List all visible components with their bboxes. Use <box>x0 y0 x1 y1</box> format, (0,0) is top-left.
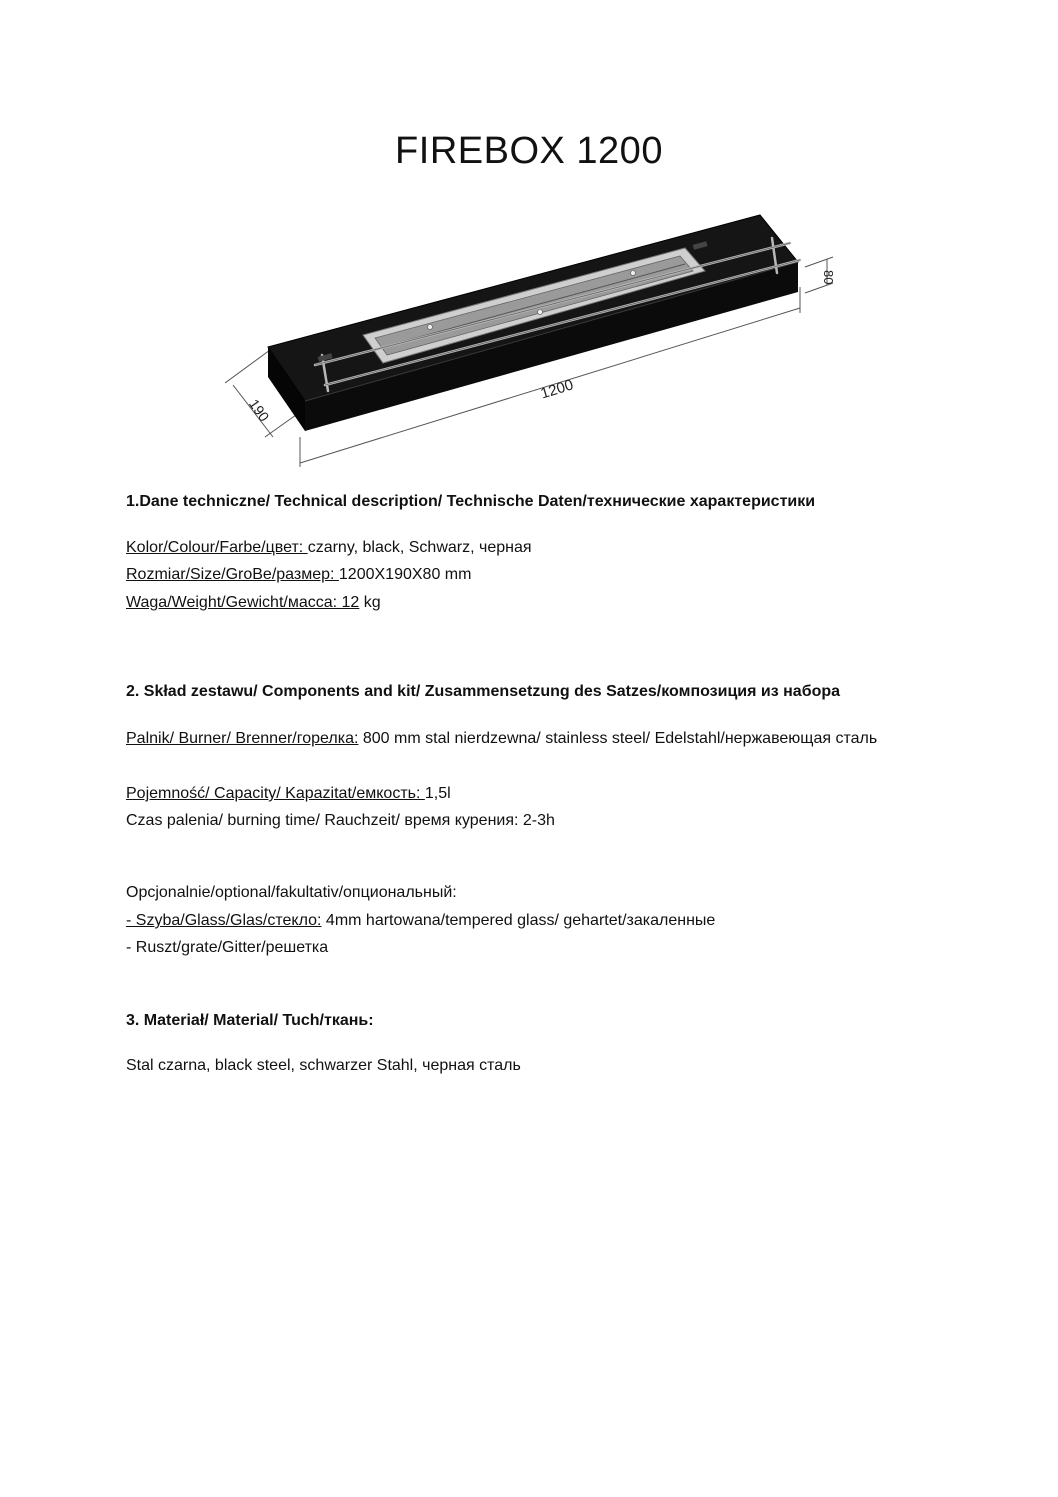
dimension-width-label: 190 <box>245 395 273 425</box>
optional-heading: Opcjonalnie/optional/fakultativ/опциональный: <box>126 884 457 901</box>
capacity-row <box>126 780 451 807</box>
page-title: FIREBOX 1200 <box>395 130 663 172</box>
burner-row <box>126 725 936 752</box>
section-1-heading: 1.Dane techniczne/ Technical description/ Technische Daten/технические характеристики <box>126 493 816 510</box>
size-label: Rozmiar/Size/GroBe/размер: <box>126 566 339 583</box>
product-drawing <box>215 205 855 475</box>
firebox-body <box>268 215 798 431</box>
dimension-height-label: 80 <box>821 270 836 285</box>
colour-value: czarny, black, Schwarz, черная <box>307 539 532 556</box>
colour-label: Kolor/Colour/Farbe/цвет: <box>126 539 308 556</box>
burner-value: 800 mm stal nierdzewna/ stainless steel/ Edelstahl/нержавеющая сталь <box>358 730 878 747</box>
glass-label: - Szyba/Glass/Glas/стекло: <box>126 912 322 929</box>
size-row <box>126 561 471 588</box>
material-row: Stal czarna, black steel, schwarzer Stahl, черная сталь <box>126 1057 521 1074</box>
burner-label: Palnik/ Burner/ Brenner/горелка: <box>126 730 359 747</box>
section-3-heading: 3. Materiał/ Material/ Tuch/ткань: <box>126 1012 374 1029</box>
capacity-label: Pojemność/ Capacity/ Kapazitat/емкость: <box>126 785 425 802</box>
capacity-value: 1,5l <box>424 785 451 802</box>
weight-value: kg <box>359 594 381 611</box>
grate-row: - Ruszt/grate/Gitter/решетка <box>126 939 329 956</box>
burning-time-row: Czas palenia/ burning time/ Rauchzeit/ время курения: 2-3h <box>126 812 555 829</box>
glass-value: 4mm hartowana/tempered glass/ gehartet/закаленные <box>321 912 716 929</box>
glass-row <box>126 907 715 934</box>
dimension-length-label: 1200 <box>538 376 576 403</box>
weight-row <box>126 589 381 616</box>
weight-label: Waga/Weight/Gewicht/масса: 12 <box>126 594 360 611</box>
section-2-heading: 2. Skład zestawu/ Components and kit/ Zusammensetzung des Satzes/композиция из набора <box>126 683 841 700</box>
size-value: 1200X190X80 mm <box>338 566 472 583</box>
colour-row <box>126 534 532 561</box>
